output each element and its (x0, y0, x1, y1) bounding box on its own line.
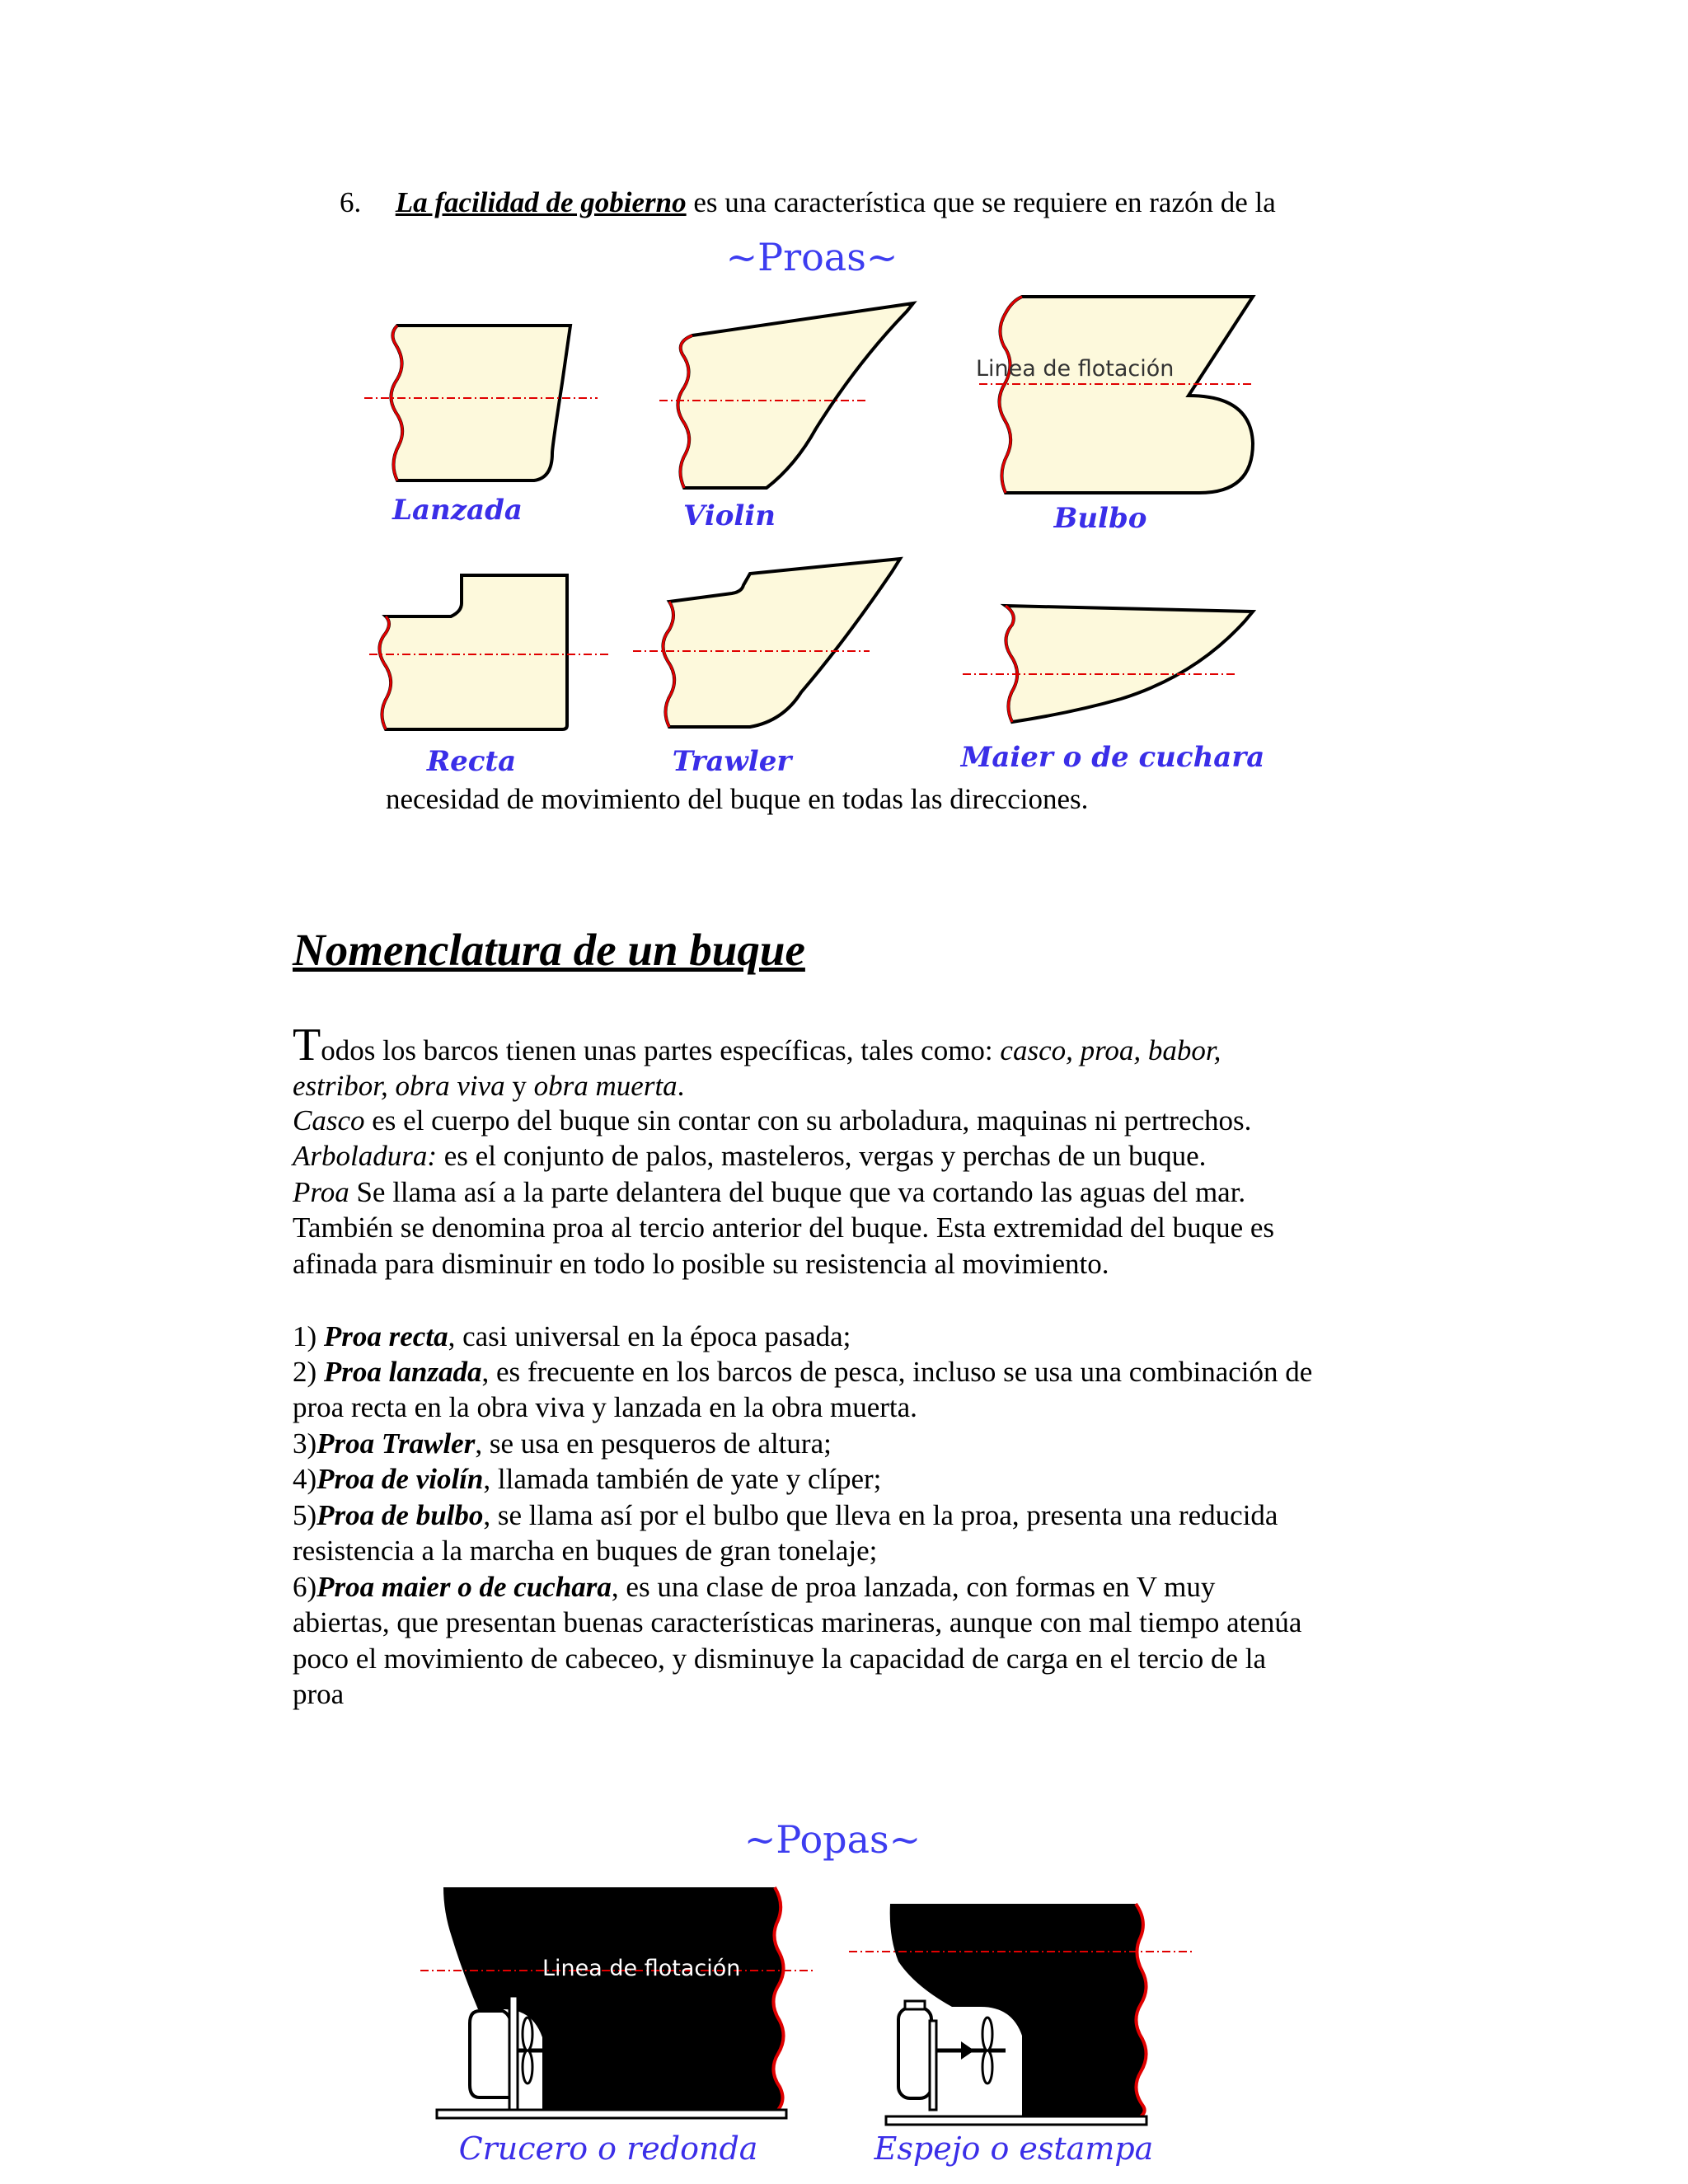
section-heading: Nomenclatura de un buque (293, 925, 805, 975)
popa-crucero-diagram (420, 1887, 816, 2118)
drop-cap: T (293, 1019, 321, 1071)
list-item-6-cont-1: abiertas, que presentan buenas características marineras, aunque con mal tiempo atenúa (293, 1606, 1302, 1638)
intro-line-2: estribor, obra viva y obra muerta. (293, 1070, 685, 1102)
list-item-6: 6)Proa maier o de cuchara, es una clase de proa lanzada, con formas en V muy (293, 1571, 1216, 1603)
popa-espejo-diagram (849, 1904, 1195, 2125)
list-item-6-cont-3: proa (293, 1678, 345, 1710)
list-item-3: 3)Proa Trawler, se usa en pesqueros de altura; (293, 1427, 832, 1460)
caption-violin: Violin (683, 499, 776, 532)
popas-title: ~Popas~ (743, 1817, 921, 1862)
item-text: es una característica que se requiere en razón de la (686, 186, 1276, 218)
proa-maier-diagram (963, 606, 1253, 722)
caption-trawler: Trawler (672, 745, 792, 778)
arboladura-definition: Arboladura: es el conjunto de palos, masteleros, vergas y perchas de un buque. (293, 1140, 1207, 1172)
proa-violin-diagram (659, 303, 913, 488)
proa-trawler-diagram (633, 559, 900, 727)
proas-waterline-label: Linea de flotación (976, 356, 1175, 382)
casco-definition: Casco es el cuerpo del buque sin contar con su arboladura, maquinas ni pertrechos. (293, 1104, 1252, 1137)
proa-definition-line-1: Proa Se llama así a la parte delantera del buque que va cortando las aguas del mar. (293, 1176, 1246, 1208)
item-6-line-1 (340, 185, 1276, 221)
popas-figure (412, 1805, 1236, 2176)
caption-crucero: Crucero o redonda (458, 2130, 758, 2167)
list-item-6-cont-2: poco el movimiento de cabeceo, y disminuye la capacidad de carga en el tercio de la (293, 1643, 1267, 1675)
proa-lanzada-diagram (364, 326, 598, 480)
caption-bulbo: Bulbo (1053, 502, 1147, 535)
proa-bulbo-diagram (976, 297, 1253, 493)
caption-lanzada: Lanzada (392, 494, 523, 527)
list-item-4: 4)Proa de violín, llamada también de yate y clíper; (293, 1463, 882, 1495)
item-term: La facilidad de gobierno (395, 186, 687, 218)
intro-line-1: Todos los barcos tienen unas partes específicas, tales como: casco, proa, babor, (293, 1019, 1221, 1071)
caption-recta: Recta (426, 745, 517, 778)
proas-figure (346, 231, 1294, 783)
proa-definition-line-2: También se denomina proa al tercio anterior del buque. Esta extremidad del buque es (293, 1212, 1275, 1244)
list-item-2: 2) Proa lanzada, es frecuente en los barcos de pesca, incluso se usa una combinación de (293, 1356, 1313, 1388)
list-item-5: 5)Proa de bulbo, se llama así por el bulbo que lleva en la proa, presenta una reducida (293, 1499, 1278, 1531)
proa-definition-line-3: afinada para disminuir en todo lo posible su resistencia al movimiento. (293, 1248, 1109, 1280)
item-number: 6. (340, 186, 362, 218)
popas-waterline-label: Linea de flotación (542, 1956, 741, 1981)
caption-maier: Maier o de cuchara (960, 741, 1265, 774)
proas-title: ~Proas~ (725, 235, 898, 279)
list-item-5-cont: resistencia a la marcha en buques de gran tonelaje; (293, 1535, 878, 1567)
item-6-line-2: necesidad de movimiento del buque en todas las direcciones. (386, 783, 1089, 815)
caption-espejo: Espejo o estampa (874, 2130, 1154, 2167)
list-item-1: 1) Proa recta, casi universal en la época pasada; (293, 1320, 851, 1352)
list-item-2-cont: proa recta en la obra viva y lanzada en la obra muerta. (293, 1391, 917, 1423)
proa-recta-diagram (369, 575, 608, 729)
